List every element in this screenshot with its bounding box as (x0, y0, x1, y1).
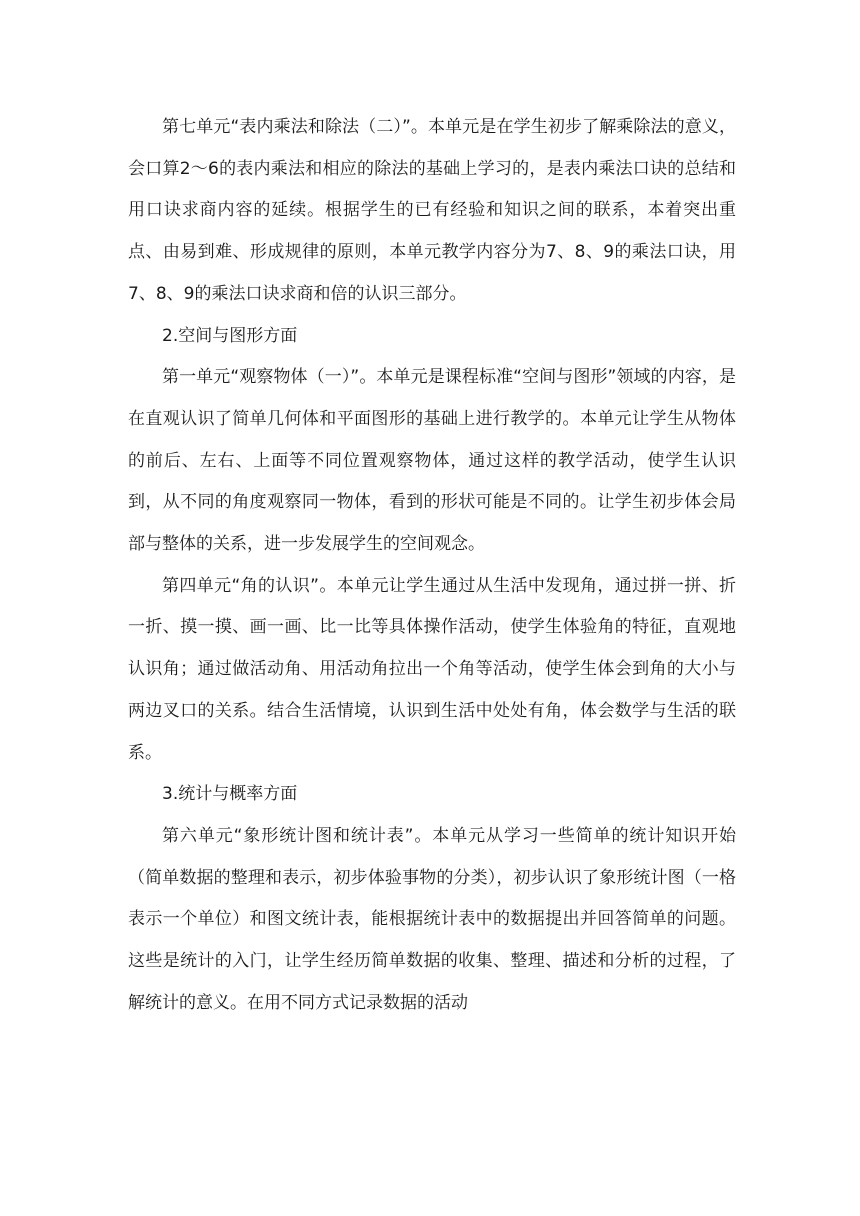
paragraph-unit-7: 第七单元“表内乘法和除法（二）”。本单元是在学生初步了解乘除法的意义，会口算2～6的表内乘法和相应的除法的基础上学习的，是表内乘法口诀的总结和用口诀求商内容的延续。根据学生的已有经验和知识之间的联系，本着突出重点、由易到难、形成规律的原则，本单元教学内容分为7、8、9的乘法口诀，用7、8、9的乘法口诀求商和倍的认识三部分。 (128, 117, 736, 304)
section-heading-space-and-shape: 2.空间与图形方面 (162, 325, 298, 346)
paragraph-unit-6: 第六单元“象形统计图和统计表”。本单元从学习一些简单的统计知识开始（简单数据的整理和表示，初步体验事物的分类），初步认识了象形统计图（一格表示一个单位）和图文统计表，能根据统计表中的数据提出并回答简单的问题。这些是统计的入门，让学生经历简单数据的收集、整理、描述和分析的过程，了解统计的意义。在用不同方式记录数据的活动 (128, 825, 736, 1013)
paragraph-unit-4: 第四单元“角的认识”。本单元让学生通过从生活中发现角，通过拼一拼、折一折、摸一摸、画一画、比一比等具体操作活动，使学生体验角的特征，直观地认识角；通过做活动角、用活动角拉出一个角等活动，使学生体会到角的大小与两边叉口的关系。结合生活情境，认识到生活中处处有角，体会数学与生活的联系。 (128, 575, 736, 763)
paragraph-unit-1: 第一单元“观察物体（一）”。本单元是课程标准“空间与图形”领域的内容，是在直观认识了简单几何体和平面图形的基础上进行教学的。本单元让学生从物体的前后、左右、上面等不同位置观察物体，通过这样的教学活动，使学生认识到，从不同的角度观察同一物体，看到的形状可能是不同的。让学生初步体会局部与整体的关系，进一步发展学生的空间观念。 (128, 367, 736, 555)
document-body (128, 107, 736, 1024)
section-heading-statistics-and-probability: 3.统计与概率方面 (162, 784, 298, 805)
